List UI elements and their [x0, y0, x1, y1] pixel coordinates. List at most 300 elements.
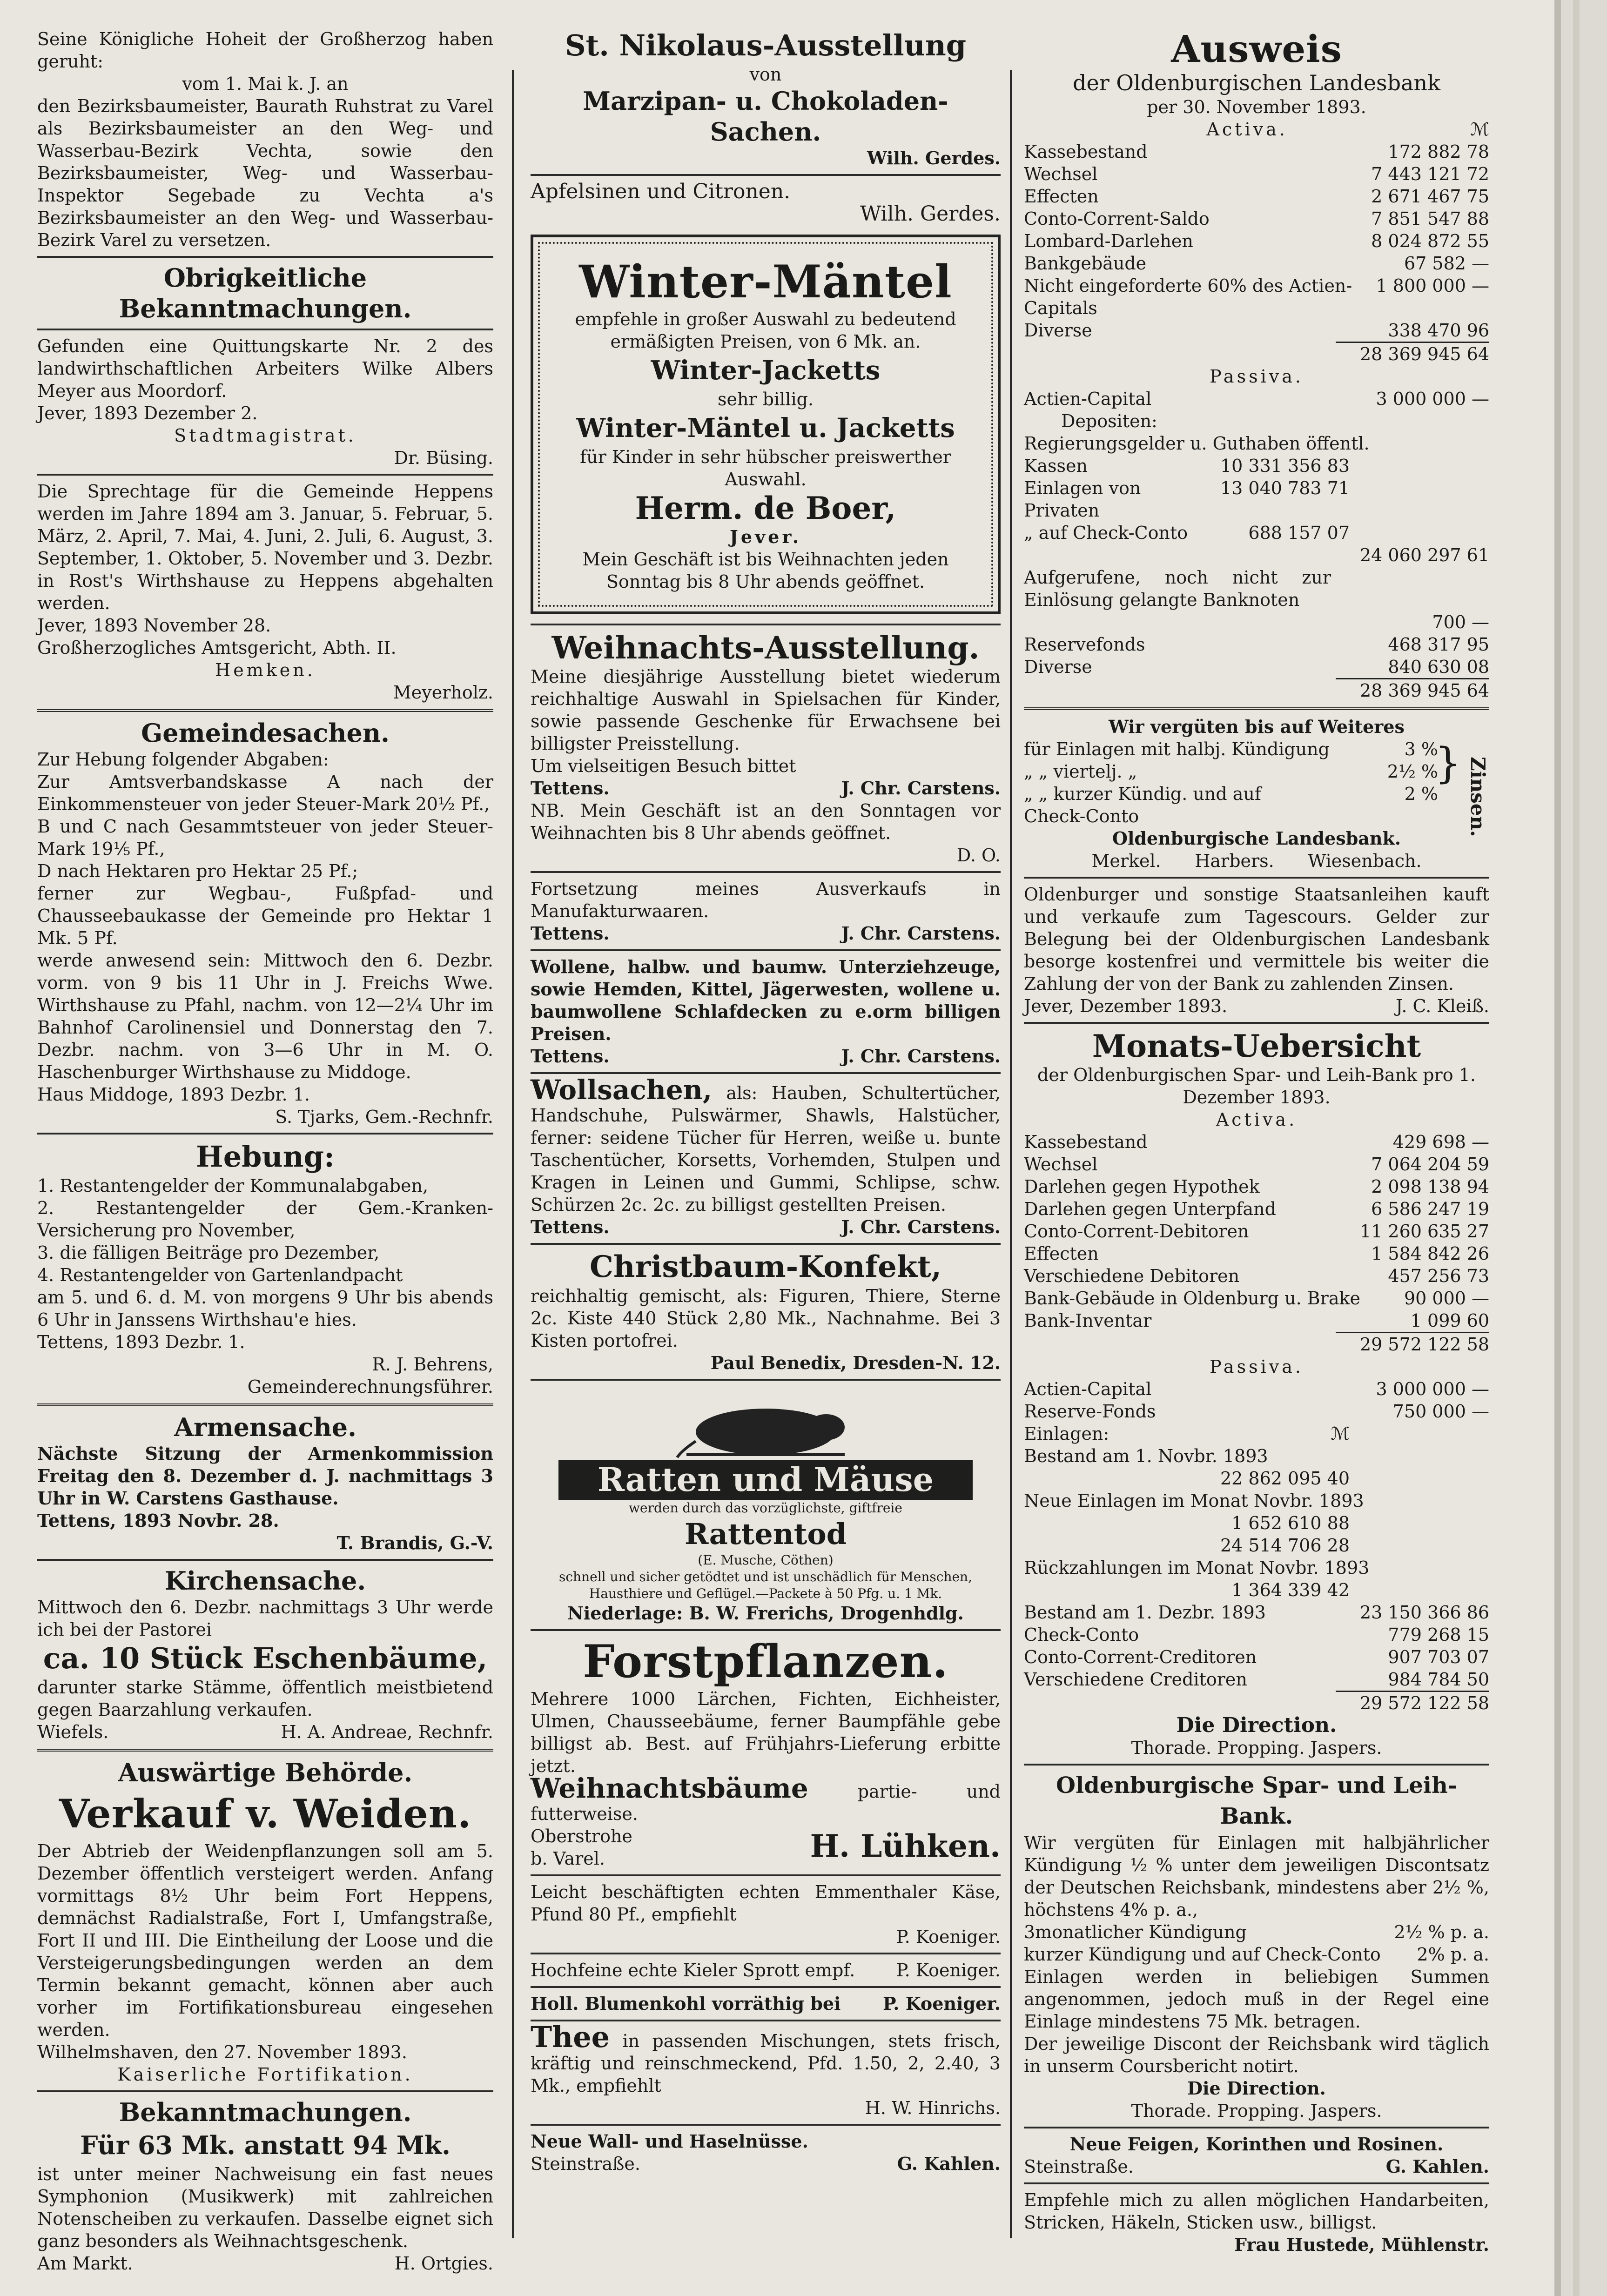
row-value: 172 882 78 [1388, 141, 1489, 162]
divider [1024, 1764, 1489, 1766]
blum-text: Holl. Blumenkohl vorräthig bei [531, 1993, 841, 2014]
wm-title: Winter-Mäntel [579, 255, 952, 308]
obrig-date: Jever, 1893 Dezember 2. [37, 403, 258, 423]
wa-text: Meine diesjährige Ausstellung bietet wiederum reichhaltige Auswahl in Spielsachen für Kinder, sowie passende Geschenke für Erwachsene bei billigster Preisstellung. [531, 666, 1007, 754]
wm-kinder: Winter-Mäntel u. Jacketts [576, 413, 955, 443]
row-value: 67 582 — [1404, 253, 1489, 274]
row-label: Wechsel [1024, 1154, 1098, 1175]
spar-value: 2% p. a. [1417, 1944, 1489, 1965]
kirchen-signature [37, 1721, 493, 1743]
mon-neu-value: 1 652 610 88 [1231, 1513, 1350, 1533]
mon-sum1: 24 514 706 28 [1220, 1535, 1350, 1556]
divider [1024, 877, 1489, 879]
divider [531, 2124, 1001, 2126]
spar-text3: Der jeweilige Discont der Reichsbank wird täglich in unserm Coursbericht notirt. [1024, 2034, 1495, 2076]
gemeinde-date: Haus Middoge, 1893 Dezbr. 1. [37, 1084, 310, 1105]
olb-names: Merkel. Harbers. Wiesenbach. [1091, 851, 1422, 871]
hebung-line: am 5. und 6. d. M. von morgens 9 Uhr bis abends 6 Uhr in Janssens Wirthshau'e hies. [37, 1287, 499, 1330]
thee-sig: H. W. Hinrichs. [865, 2098, 1001, 2118]
verg-zinsen: Zinsen. [1466, 757, 1489, 837]
mon-activa-total-row [1024, 1333, 1489, 1356]
divider [1024, 707, 1489, 710]
row-value: 7 851 547 88 [1371, 208, 1489, 229]
mon-neu: Neue Einlagen im Monat Novbr. 1893 [1024, 1490, 1364, 1511]
mon-bestand-value: 22 862 095 40 [1220, 1468, 1350, 1489]
mon-title: Monats-Uebersicht [1092, 1028, 1421, 1064]
depos-label: „ auf Check-Conto [1024, 523, 1188, 543]
verg-label: für Einlagen mit halbj. Kündigung [1024, 739, 1330, 759]
depos-value: 10 331 356 83 [1220, 456, 1350, 476]
table-row [1024, 252, 1489, 275]
sprech-name: Hemken. [215, 660, 316, 680]
mon-p-label: Reserve-Fonds [1024, 1401, 1156, 1422]
mon-p-row [1024, 1624, 1489, 1646]
bek-place: Am Markt. [37, 2253, 133, 2274]
christ-title: Christbaum-Konfekt, [590, 1249, 941, 1284]
aufgerufen-label: Aufgerufene, noch nicht zur Einlösung gelangte Banknoten [1024, 567, 1337, 610]
bek-big: Für 63 Mk. anstatt 94 Mk. [80, 2130, 450, 2160]
divider [531, 624, 1001, 625]
table-row [1024, 141, 1489, 163]
sprech-text: Die Sprechtage für die Gemeinde Heppens werden im Jahre 1894 am 3. Januar, 5. Februar, 5. März, 2. April, 7. Mai, 4. Juni, 2. Juli, 6. August, 3. September, 1. Oktober, 5. November und 3. Dezbr. in Rost's Wirthshause zu Heppens abgehalten werden. [37, 481, 499, 613]
rat-line: werden durch das vorzüglichste, giftfreie [629, 1500, 902, 1516]
table-row [1024, 163, 1489, 185]
column-right [1024, 27, 1495, 2262]
wall-place: Steinstraße. [531, 2154, 640, 2174]
mon-einl-header [1024, 1423, 1489, 1445]
mon-p-value: 779 268 15 [1388, 1625, 1489, 1645]
row-value: 2 671 467 75 [1371, 186, 1489, 207]
table-row [1024, 275, 1489, 319]
wm-line: sehr billig. [717, 389, 814, 410]
mon-p-row [1024, 1400, 1489, 1423]
christ-text: reichhaltig gemischt, als: Figuren, Thiere, Sterne 2c. Kiste 440 Stück 2,80 Mk., Nachnahme. Bei 3 Kisten portofrei. [531, 1286, 1007, 1351]
fort-text: Fortsetzung meines Ausverkaufs in Manufakturwaaren. [531, 879, 1007, 921]
gemeinde-line: B und C nach Gesammtsteuer von jeder Steuer-Mark 19⅕ Pf., [37, 816, 493, 859]
olb-date: Jever, Dezember 1893. [1024, 996, 1228, 1016]
mon-passiva-total: 29 572 122 58 [1359, 1693, 1489, 1713]
gemeinde-line: Zur Amtsverbandskasse A nach der Einkommensteuer von jeder Steuer-Mark 20½ Pf., [37, 772, 499, 814]
sprech-sig: Meyerholz. [393, 682, 493, 703]
row-label: Bank-Gebäude in Oldenburg u. Brake [1024, 1288, 1361, 1309]
divider [531, 871, 1001, 873]
nik-sig: Wilh. Gerdes. [867, 148, 1001, 168]
spar-label: 3monatlicher Kündigung [1024, 1922, 1247, 1942]
olb-signature [1024, 995, 1489, 1017]
blum-sig: P. Koeniger. [882, 1993, 1001, 2014]
apf-line: Apfelsinen und Citronen. [531, 180, 791, 203]
mon-p-row [1024, 1601, 1489, 1624]
table-row [1024, 1175, 1489, 1198]
row-label: Kassebestand [1024, 1132, 1148, 1152]
ausweis-date: per 30. November 1893. [1147, 97, 1366, 117]
mon-rueck-value: 1 364 339 42 [1231, 1580, 1350, 1600]
row-value: 338 470 96 [1388, 320, 1489, 341]
depos-label: Einlagen von Privaten [1024, 478, 1141, 521]
table-row [1024, 319, 1489, 342]
verg-label: „ „ kurzer Kündig. und auf Check-Conto [1024, 784, 1261, 826]
weihb-signature [531, 1825, 1001, 1870]
olb-text: Oldenburger und sonstige Staatsanleihen kauft und verkaufe zum Tagescours. Gelder zur Belegung bei der Oldenburgischen Landesbank besorge kostenfrei und vermittele bis weiter die Zahlung der von der Bank zu zahlenden Zinsen. [1024, 884, 1495, 994]
verg-value: 3 % [1404, 739, 1438, 759]
ausweis-title: Ausweis [1171, 27, 1342, 71]
wa-nb-sig: D. O. [956, 845, 1001, 866]
row-label: Verschiedene Debitoren [1024, 1266, 1240, 1286]
nik-von: von [749, 64, 782, 85]
aufgerufen-row [1024, 611, 1489, 633]
page-edge [1573, 0, 1580, 2296]
fort-place: Tettens. [531, 923, 610, 944]
weihb-place1: Oberstrohe [531, 1826, 632, 1846]
table-row [1024, 1131, 1489, 1153]
feig-place: Steinstraße. [1024, 2156, 1134, 2177]
bek-signature [37, 2252, 493, 2275]
wolls-place: Tettens. [531, 1216, 610, 1237]
spar-dir: Die Direction. [1187, 2078, 1326, 2099]
passiva-total: 28 369 945 64 [1359, 680, 1489, 701]
row-label: Conto-Corrent-Debitoren [1024, 1221, 1249, 1242]
rat-big: Rattentod [684, 1517, 847, 1551]
feig-sig: G. Kahlen. [1385, 2156, 1489, 2177]
row-value: 7 443 121 72 [1371, 164, 1489, 184]
currency-symbol: ℳ [1470, 119, 1489, 140]
spar-row [1024, 1943, 1489, 1966]
hebung-line: 4. Restantengelder von Gartenlandpacht [37, 1265, 403, 1285]
mon-sum1-row [1024, 1534, 1489, 1557]
passiva-row [1024, 388, 1489, 410]
divider [531, 1243, 1001, 1245]
divider [37, 709, 493, 712]
mon-p-value: 3 000 000 — [1376, 1379, 1489, 1399]
divider [531, 949, 1001, 951]
hebung-date: Tettens, 1893 Dezbr. 1. [37, 1332, 245, 1352]
weihb-title: Weihnachtsbäume [531, 1772, 808, 1804]
diverse-row [1024, 656, 1489, 678]
row-value: 6 586 247 19 [1371, 1199, 1489, 1219]
mon-p-row [1024, 1378, 1489, 1400]
reserve-label: Reservefonds [1024, 634, 1145, 655]
fort-sig: J. Chr. Carstens. [841, 923, 1001, 944]
row-value: 2 098 138 94 [1371, 1176, 1489, 1197]
divider [531, 174, 1001, 176]
divider [531, 1986, 1001, 1988]
woll-text: Wollene, halbw. und baumw. Unterziehzeuge, sowie Hemden, Kittel, Jägerwesten, wollene u. baumwollene Schlafdecken zu e.orm billigen Preisen. [531, 956, 1007, 1044]
spar-value: 2½ % p. a. [1394, 1922, 1489, 1942]
divider [1024, 2182, 1489, 2184]
weihb-firm: H. Lühken. [810, 1828, 1001, 1864]
mon-passiva-total-row [1024, 1692, 1489, 1714]
row-label: Diverse [1024, 320, 1092, 341]
passiva-value: 3 000 000 — [1376, 389, 1489, 409]
table-row [1024, 1198, 1489, 1220]
wolls-title: Wollsachen, [531, 1074, 713, 1106]
obrig-sign1: Stadtmagistrat. [174, 425, 356, 446]
hust-sig: Frau Hustede, Mühlenstr. [1234, 2234, 1489, 2255]
divider [37, 1559, 493, 1561]
spar-title: Oldenburgische Spar- und Leih-Bank. [1056, 1772, 1457, 1829]
wm-line: für Kinder in sehr hübscher preiswerther Auswahl. [580, 447, 957, 490]
armen-sig: T. Brandis, G.-V. [336, 1532, 493, 1553]
verg-table [1024, 738, 1489, 837]
rat-sig: Niederlage: B. W. Frerichs, Drogenhdlg. [567, 1603, 964, 1624]
olb-name: Oldenburgische Landesbank. [1112, 828, 1401, 849]
bek-sig: H. Ortgies. [394, 2253, 493, 2274]
page-edge [1554, 0, 1561, 2296]
column-rule [512, 70, 514, 2238]
row-value: 1 099 60 [1410, 1310, 1489, 1331]
thee-text: in passenden Mischungen, stets frisch, kräftig und reinschmeckend, Pfd. 1.50, 2, 2.40, 3 Mk., empfiehlt [531, 2031, 1007, 2096]
row-label: Conto-Corrent-Saldo [1024, 208, 1210, 229]
row-label: Wechsel [1024, 164, 1098, 184]
gemeinde-line: ferner zur Wegbau-, Fußpfad- und Chausseebaukasse der Gemeinde pro Hektar 1 Mk. 5 Pf. [37, 883, 499, 948]
row-value: 1 800 000 — [1376, 275, 1489, 296]
wa-signature [531, 777, 1001, 799]
divider [37, 1403, 493, 1406]
mon-p-row [1024, 1646, 1489, 1668]
divider [37, 2090, 493, 2092]
woll-sig: J. Chr. Carstens. [841, 1046, 1001, 1067]
spar-text2: Einlagen werden in beliebigen Summen angenommen, jedoch muß in der Regel eine Einlage mindestens 75 Mk. betragen. [1024, 1967, 1495, 2032]
armen-text: Nächste Sitzung der Armenkommission Freitag den 8. Dezember d. J. nachmittags 3 Uhr in W. Carstens Gasthause. [37, 1443, 500, 1509]
bek-title: Bekanntmachungen. [119, 2097, 412, 2127]
kirchen-big: ca. 10 Stück Eschenbäume, [43, 1641, 488, 1675]
hebung-sig2: Gemeinderechnungsführer. [247, 1376, 493, 1397]
divider [37, 474, 493, 476]
hebung-line: 3. die fälligen Beiträge pro Dezember, [37, 1242, 380, 1263]
wintermantel-ad [531, 235, 1001, 614]
intro-date: vom 1. Mai k. J. an [182, 74, 349, 94]
blum-row [531, 1993, 1001, 2015]
reserve-row [1024, 633, 1489, 656]
obrig-sign2: Dr. Büsing. [394, 448, 493, 468]
sprott-text: Hochfeine echte Kieler Sprott empf. [531, 1960, 855, 1980]
wa-line: Um vielseitigen Besuch bittet [531, 756, 796, 776]
row-label: Darlehen gegen Unterpfand [1024, 1199, 1276, 1219]
verg-label: „ „ viertelj. „ [1024, 761, 1137, 782]
mon-p-label: Actien-Capital [1024, 1379, 1152, 1399]
wall-sig: G. Kahlen. [897, 2153, 1001, 2174]
diverse-value: 840 630 08 [1388, 657, 1489, 677]
column-rule [1010, 70, 1012, 2238]
table-row [1024, 1220, 1489, 1242]
rat-line: schnell und sicher getödtet und ist unschädlich für Menschen, Hausthiere und Geflügel.—Packete à 50 Pfg. u. 1 Mk. [559, 1569, 976, 1601]
hebung-title: Hebung: [196, 1140, 335, 1174]
mon-einl-label: Einlagen: [1024, 1423, 1109, 1444]
mon-activa: Activa. [1216, 1109, 1298, 1130]
divider [531, 1379, 1001, 1381]
verg-value: 2½ % [1387, 761, 1438, 782]
intro-body: den Bezirksbaumeister, Baurath Ruhstrat zu Varel als Bezirksbaumeister an den Weg- und Wasserbau-Bezirk Vechta, sowie den Bezirksbaumeister, Weg- und Wasserbau-Inspektor Segebade zu Vechta a's Bezirksbaumeister an den Weg- und Wasserbau-Bezirk Varel zu versetzen. [37, 96, 499, 250]
mon-p-label: Conto-Corrent-Creditoren [1024, 1647, 1257, 1667]
gemeinde-line: D nach Hektaren pro Hektar 25 Pf.; [37, 861, 358, 881]
hebung-line: 1. Restantengelder der Kommunalabgaben, [37, 1175, 429, 1196]
olb-sig: J. C. Kleiß. [1396, 996, 1489, 1016]
activa-label: Activa. [1206, 119, 1288, 140]
row-label: Kassebestand [1024, 141, 1148, 162]
mon-rueck: Rückzahlungen im Monat Novbr. 1893 [1024, 1558, 1370, 1578]
wa-place: Tettens. [531, 778, 610, 799]
divider [37, 1133, 493, 1135]
intro-text: Seine Königliche Hoheit der Großherzog haben geruht: [37, 29, 499, 72]
gemeinde-line: Zur Hebung folgender Abgaben: [37, 749, 329, 770]
wa-sig: J. Chr. Carstens. [841, 778, 1001, 799]
weihb-place2: b. Varel. [531, 1848, 605, 1869]
row-value: 457 256 73 [1388, 1266, 1489, 1286]
christ-sig: Paul Benedix, Dresden-N. 12. [710, 1352, 1001, 1373]
activa-header [1024, 118, 1489, 141]
row-value: 7 064 204 59 [1371, 1154, 1489, 1175]
sprech-date: Jever, 1893 November 28. [37, 615, 271, 636]
row-label: Darlehen gegen Hypothek [1024, 1176, 1260, 1197]
hust-text: Empfehle mich zu allen möglichen Handarbeiten, Stricken, Häkeln, Sticken usw., billigst. [1024, 2190, 1495, 2233]
depos-total: 24 060 297 61 [1359, 545, 1489, 565]
apf-sig: Wilh. Gerdes. [860, 202, 1001, 226]
gemeinde-sig: S. Tjarks, Gem.-Rechnfr. [275, 1107, 493, 1127]
mon-sub: der Oldenburgischen Spar- und Leih-Bank pro 1. Dezember 1893. [1037, 1065, 1482, 1108]
row-label: Bankgebäude [1024, 253, 1147, 274]
row-value: 8 024 872 55 [1371, 231, 1489, 251]
verg-row [1024, 783, 1438, 827]
table-row [1024, 1153, 1489, 1175]
wm-line: Mein Geschäft ist bis Weihnachten jeden Sonntag bis 8 Uhr abends geöffnet. [582, 549, 955, 592]
table-row [1024, 208, 1489, 230]
wm-line: empfehle in großer Auswahl zu bedeutend ermäßigten Preisen, von 6 Mk. an. [575, 309, 962, 352]
mon-activa-table [1024, 1131, 1489, 1332]
kirchen-line: darunter starke Stämme, öffentlich meistbietend gegen Baarzahlung verkaufen. [37, 1677, 499, 1720]
mon-p-value: 23 150 366 86 [1359, 1602, 1489, 1623]
divider [531, 1874, 1001, 1876]
fort-signature [531, 922, 1001, 945]
spar-text: Wir vergüten für Einlagen mit halbjährlicher Kündigung ½ % unter dem jeweiligen Discontsatz der Deutschen Reichsbank, mindestens aber 2½ %, höchstens 4% p. a., [1024, 1833, 1495, 1920]
wm-firm: Herm. de Boer, [635, 490, 896, 526]
gemeinde-line: werde anwesend sein: Mittwoch den 6. Dezbr. vorm. von 9 bis 11 Uhr in J. Freichs Wwe. Wirthshause zu Pfahl, nachm. von 12—2¼ Uhr im Bahnhof Carolinensiel und Donnerstag den 7. Dezbr. nachm. von 3—6 Uhr in M. O. Haschenburger Wirthshause zu Middoge. [37, 950, 499, 1082]
table-row [1024, 1242, 1489, 1265]
feig-text: Neue Feigen, Korinthen und Rosinen. [1069, 2134, 1444, 2155]
wall-text: Neue Wall- und Haselnüsse. [531, 2131, 808, 2152]
row-label: Effecten [1024, 186, 1099, 207]
woll-signature [531, 1045, 1001, 1067]
ausw-title: Auswärtige Behörde. [118, 1758, 413, 1787]
sprott-sig: P. Koeniger. [896, 1960, 1001, 1980]
column-left [37, 28, 500, 2274]
wm-jack: Winter-Jacketts [651, 355, 881, 386]
ausw-big: Verkauf v. Weiden. [59, 1791, 472, 1837]
feig-signature [1024, 2155, 1489, 2178]
mon-p-label: Bestand am 1. Dezbr. 1893 [1024, 1602, 1266, 1623]
wa-nb: NB. Mein Geschäft ist an den Sonntagen vor Weihnachten bis 8 Uhr abends geöffnet. [531, 800, 1007, 843]
mon-p-value: 907 703 07 [1388, 1647, 1489, 1667]
dir-names: Thorade. Propping. Jaspers. [1131, 1738, 1382, 1758]
gemeinde-title: Gemeindesachen. [141, 718, 390, 748]
mon-bestand: Bestand am 1. Novbr. 1893 [1024, 1446, 1268, 1466]
divider [1024, 1022, 1489, 1024]
ausw-text: Der Abtrieb der Weidenpflanzungen soll am 5. Dezember öffentlich versteigert werden. Anfang vormittags 8½ Uhr beim Fort Heppens, demnächst Radialstraße, Fort I, Umfangstraße, Fort II und III. Die Eintheilung der Loose und die Versteigerungsbedingungen werden an dem Termin bekannt gemacht, können aber auch vorher im Fortifikationsbureau eingesehen werden. [37, 1841, 499, 2040]
obrig-text: Gefunden eine Quittungskarte Nr. 2 des landwirthschaftlichen Arbeiters Wilke Albers Meyer aus Moordorf. [37, 336, 499, 401]
mon-rueck-row [1024, 1579, 1489, 1601]
activa-table [1024, 141, 1489, 342]
armen-date: Tettens, 1893 Novbr. 28. [37, 1510, 279, 1531]
activa-total-row [1024, 343, 1489, 365]
column-middle [531, 28, 1007, 2262]
divider [531, 1629, 1001, 1631]
armen-title: Armensache. [174, 1412, 356, 1442]
verg-value: 2 % [1404, 784, 1438, 804]
rat-banner: Ratten und Mäuse [558, 1460, 973, 1500]
row-label: Lombard-Darlehen [1024, 231, 1193, 251]
dir-title: Die Direction. [1176, 1713, 1337, 1737]
divider [531, 1953, 1001, 1954]
mon-p-row [1024, 1668, 1489, 1691]
divider [37, 256, 493, 258]
mon-p-value: 750 000 — [1392, 1401, 1489, 1422]
kirchen-line: Mittwoch den 6. Dezbr. nachmittags 3 Uhr werde ich bei der Pastorei [37, 1597, 499, 1640]
kirchen-title: Kirchensache. [164, 1566, 366, 1596]
wolls-text: als: Hauben, Schultertücher, Handschuhe, Pulswärmer, Shawls, Halstücher, ferner: seidene Tücher für Herren, weiße u. bunte Taschentücher, Korsetts, Vorhemden, Stulpen und Kragen in Leinen und Gummi, Schlipse, schw. Schürzen 2c. 2c. zu billigst gestellten Preisen. [531, 1083, 1007, 1215]
reserve-value: 468 317 95 [1388, 634, 1489, 655]
mon-p-label: Check-Conto [1024, 1625, 1139, 1645]
hebung-line: 2. Restantengelder der Gem.-Kranken-Versicherung pro November, [37, 1198, 493, 1241]
table-row [1024, 1265, 1489, 1287]
brace-icon: } [1434, 739, 1461, 788]
wall-signature [531, 2153, 1001, 2175]
table-row [1024, 185, 1489, 208]
depos-label: Kassen [1024, 456, 1088, 476]
kirchen-sig: H. A. Andreae, Rechnfr. [281, 1722, 493, 1742]
divider [1024, 2127, 1489, 2128]
depos-value: 688 157 07 [1248, 523, 1350, 543]
weihb-tail: partie- und futterweise. [531, 1781, 1007, 1824]
table-row [1024, 230, 1489, 252]
row-label: Effecten [1024, 1243, 1099, 1264]
mon-p-label: Verschiedene Creditoren [1024, 1669, 1247, 1690]
row-label: Nicht eingeforderte 60% des Actien-Capitals [1024, 275, 1352, 318]
row-value: 90 000 — [1404, 1288, 1489, 1309]
rat-illustration [677, 1390, 854, 1460]
kase-text: Leicht beschäftigten echten Emmenthaler Käse, Pfund 80 Pf., empfiehlt [531, 1882, 1007, 1925]
forst-text: Mehrere 1000 Lärchen, Fichten, Eichheister, Ulmen, Chausseebäume, ferner Baumpfähle gebe billigst ab. Best. auf Frühjahrs-Lieferung erbitte jetzt. [531, 1689, 1007, 1776]
verg-row [1024, 760, 1438, 783]
table-row [1024, 1287, 1489, 1309]
row-value: 429 698 — [1392, 1132, 1489, 1152]
sprott-row [531, 1959, 1001, 1981]
diverse-label: Diverse [1024, 657, 1092, 677]
mon-activa-total: 29 572 122 58 [1359, 1334, 1489, 1355]
rat-line: (E. Musche, Cöthen) [698, 1552, 834, 1568]
depos-row [1024, 522, 1489, 544]
verg-row [1024, 738, 1438, 760]
hebung-sig: R. J. Behrens, [372, 1354, 493, 1375]
thee-title: Thee [531, 2020, 610, 2054]
depos-total-row [1024, 544, 1489, 566]
divider [37, 329, 493, 330]
ausweis-sub: der Oldenburgischen Landesbank [1073, 70, 1440, 95]
ausw-date: Wilhelmshaven, den 27. November 1893. [37, 2042, 407, 2062]
table-row [1024, 1309, 1489, 1332]
ausw-sig: Kaiserliche Fortifikation. [117, 2064, 413, 2085]
mon-neu-row [1024, 1512, 1489, 1534]
depos-line: Regierungsgelder u. Guthaben öffentl. [1024, 433, 1370, 454]
nik-sub: Marzipan- u. Chokoladen-Sachen. [583, 86, 948, 147]
wolls-signature [531, 1216, 1001, 1238]
divider [37, 1749, 493, 1752]
wa-title: Weihnachts-Ausstellung. [551, 630, 980, 666]
passiva-label: Passiva. [1210, 366, 1304, 387]
depositen-label: Depositen: [1061, 411, 1157, 431]
sprech-court: Großherzogliches Amtsgericht, Abth. II. [37, 638, 397, 658]
depos-row [1024, 455, 1489, 477]
spar-names: Thorade. Propping. Jaspers. [1131, 2101, 1382, 2121]
row-value: 11 260 635 27 [1359, 1221, 1489, 1242]
